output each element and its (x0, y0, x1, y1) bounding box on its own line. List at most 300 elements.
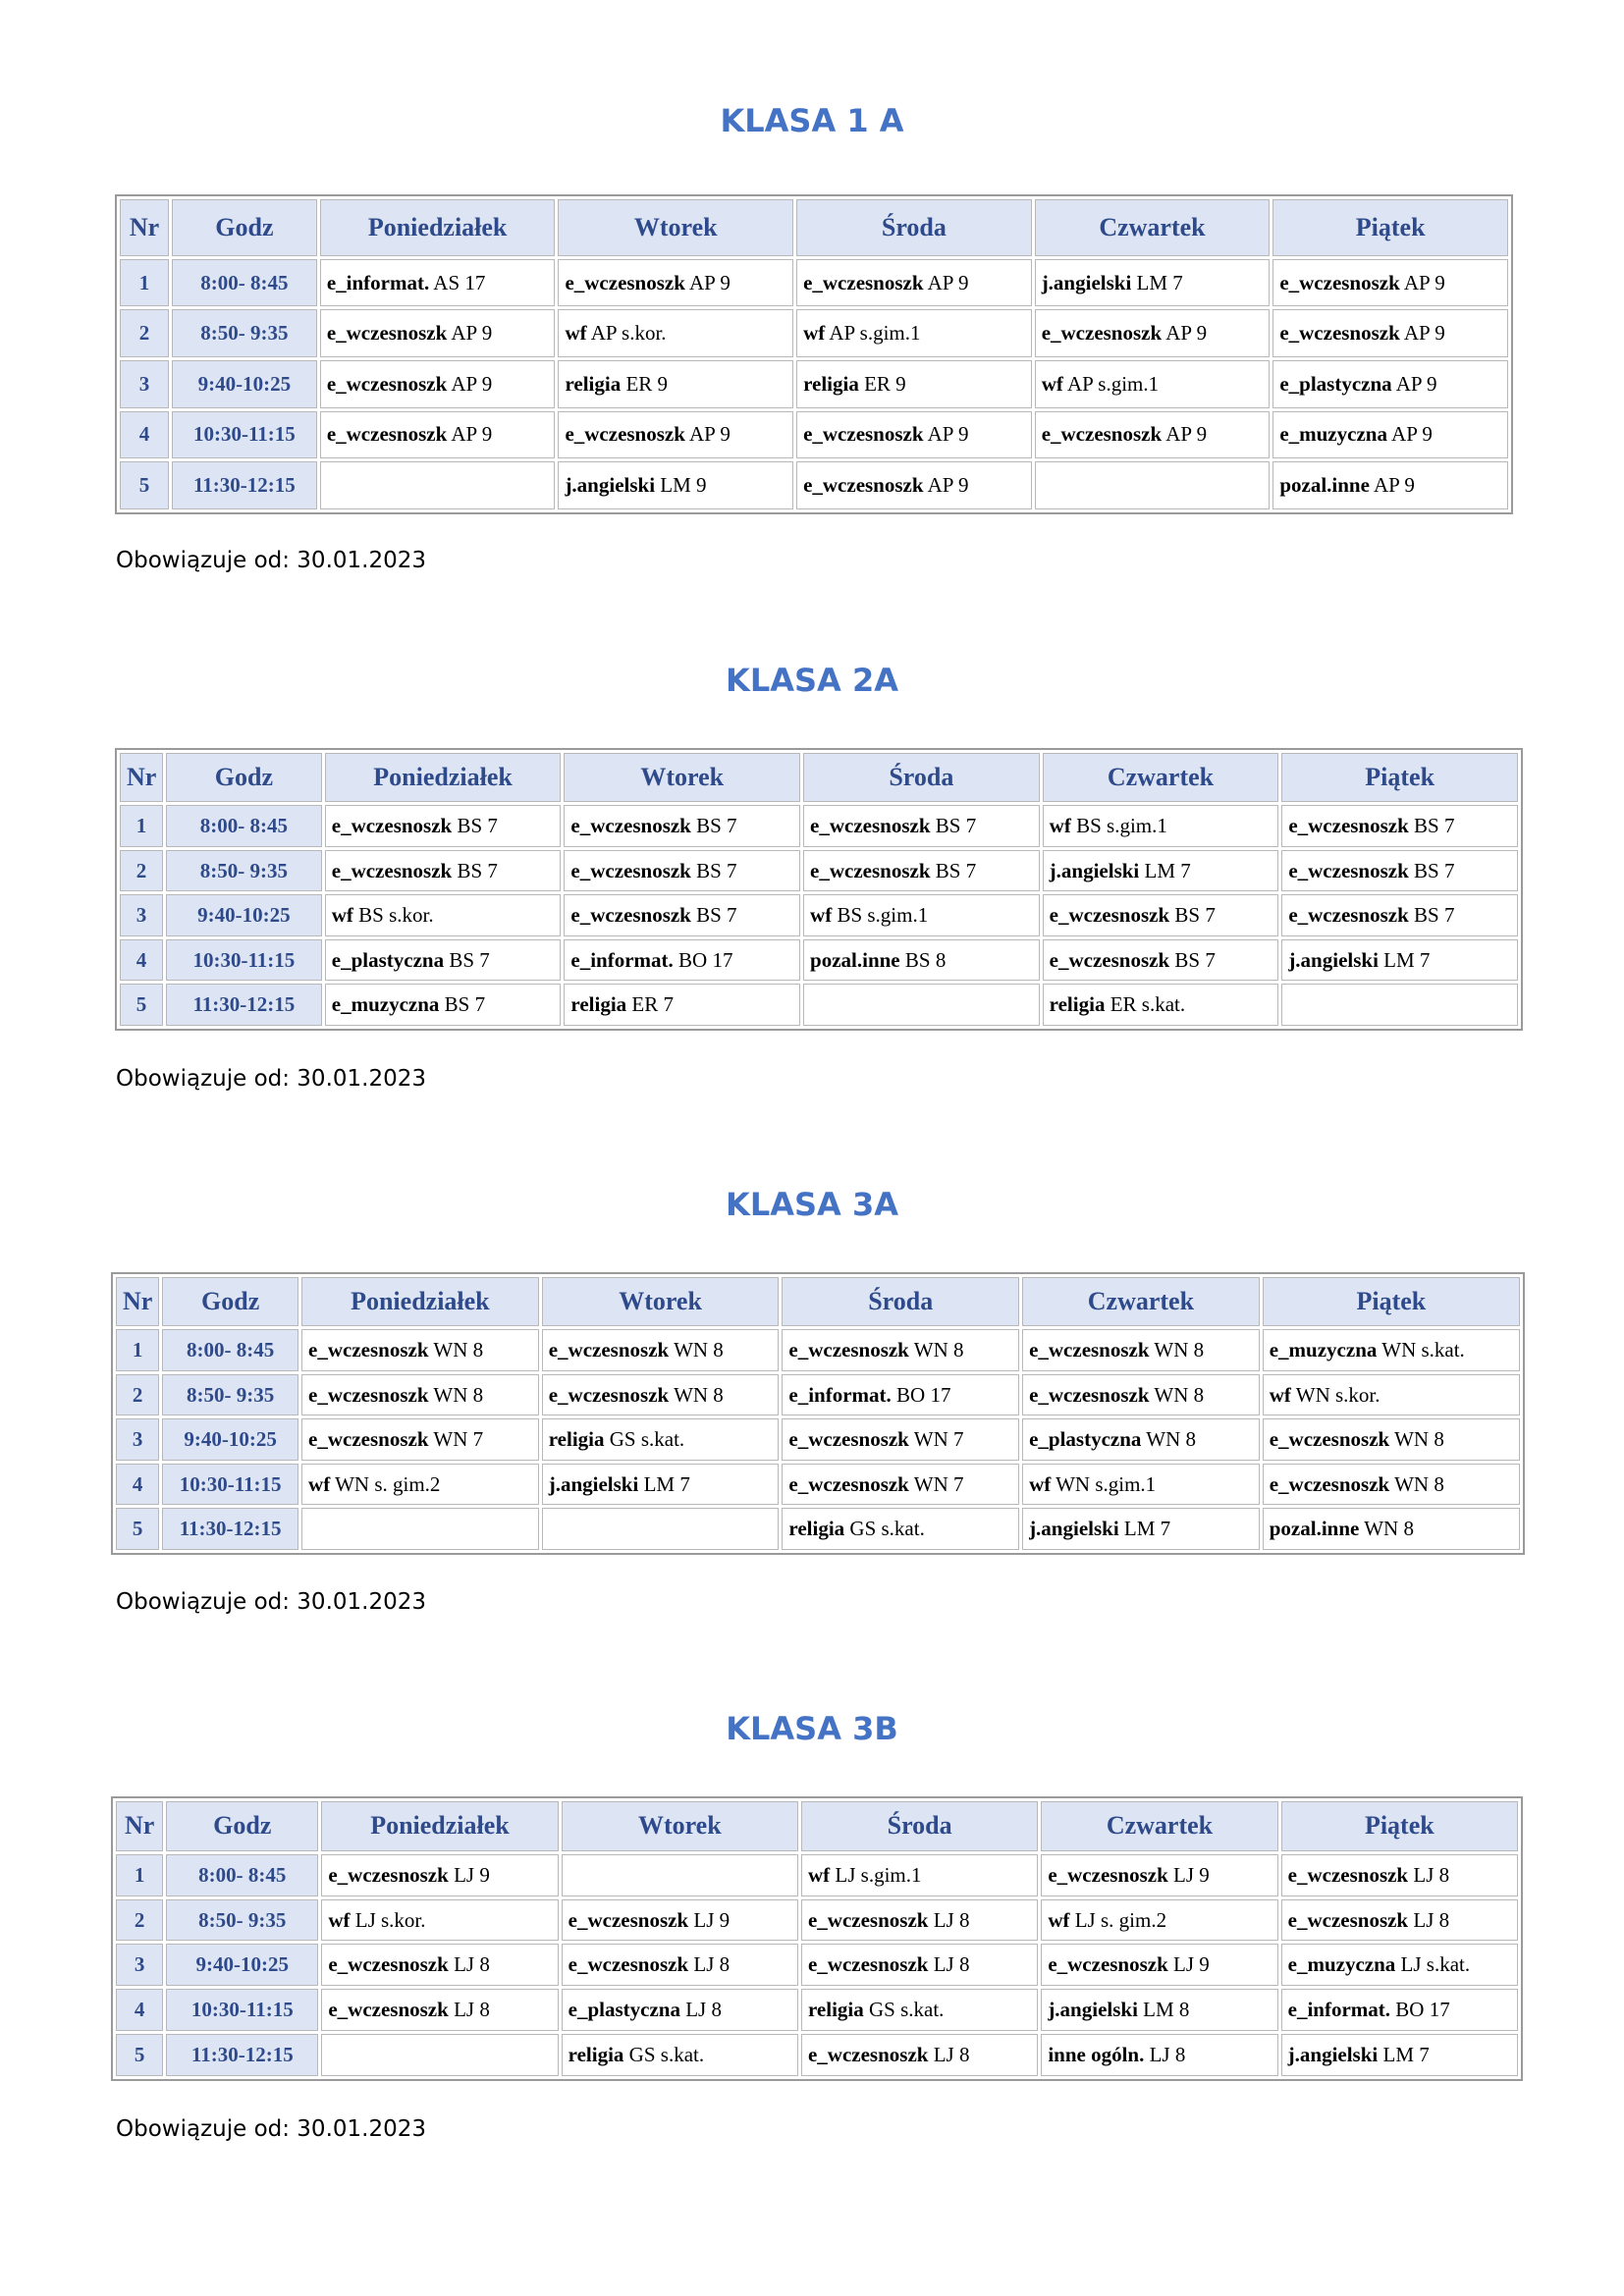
teacher-room: AP 9 (923, 473, 969, 498)
subject-name: e_wczesnoszk (807, 1907, 929, 1932)
lesson-time: 8:00- 8:45 (172, 259, 317, 307)
subject-name: e_muzyczna (1269, 1338, 1378, 1362)
table-row (116, 1899, 1518, 1942)
subject-name: e_wczesnoszk (1288, 858, 1409, 882)
table-row (120, 461, 1508, 509)
subject-name: e_wczesnoszk (1287, 1862, 1409, 1887)
subject-name: religia (788, 1517, 845, 1541)
subject-name: e_wczesnoszk (1029, 1382, 1150, 1407)
lesson-cell (562, 1854, 798, 1896)
lesson-cell (803, 939, 1040, 982)
lesson-cell (1043, 850, 1279, 892)
column-header-nr: Nr (116, 1277, 159, 1326)
header-row (116, 1277, 1520, 1326)
teacher-room: LM 7 (638, 1471, 690, 1496)
valid-from: Obowiązuje od: 30.01.2023 (116, 548, 426, 573)
lesson-cell (796, 360, 1032, 408)
teacher-room: WN 8 (1389, 1471, 1444, 1496)
column-header-day: Wtorek (558, 199, 793, 256)
timetable (115, 194, 1513, 514)
lesson-cell (301, 1464, 539, 1506)
subject-name: e_wczesnoszk (788, 1471, 909, 1496)
subject-name: e_wczesnoszk (1048, 1952, 1168, 1977)
table-row (120, 850, 1518, 892)
lesson-cell (1043, 984, 1279, 1026)
subject-name: wf (803, 321, 826, 346)
column-header-day: Poniedziałek (320, 199, 556, 256)
lesson-cell (301, 1329, 539, 1371)
subject-name: e_muzyczna (331, 992, 440, 1017)
teacher-room: ER 9 (858, 371, 906, 396)
lesson-cell (542, 1374, 780, 1416)
subject-name: e_wczesnoszk (328, 1998, 449, 2022)
lesson-cell (301, 1374, 539, 1416)
lesson-time: 11:30-12:15 (162, 1508, 298, 1550)
lesson-number: 5 (120, 984, 163, 1026)
lesson-cell (321, 1854, 558, 1896)
lesson-time: 8:50- 9:35 (162, 1374, 298, 1416)
lesson-cell (564, 850, 800, 892)
subject-name: e_informat. (788, 1382, 892, 1407)
subject-name: e_plastyczna (331, 947, 445, 972)
lesson-cell (562, 2034, 798, 2076)
subject-name: e_plastyczna (568, 1998, 680, 2022)
lesson-time: 8:00- 8:45 (166, 805, 322, 847)
lesson-cell (1022, 1329, 1260, 1371)
lesson-cell (782, 1374, 1019, 1416)
lesson-time: 11:30-12:15 (166, 984, 322, 1026)
column-header-day: Środa (801, 1801, 1038, 1851)
lesson-cell (562, 1989, 798, 2031)
subject-name: religia (1049, 992, 1106, 1017)
lesson-time: 8:00- 8:45 (166, 1854, 318, 1896)
subject-name: e_wczesnoszk (1288, 903, 1409, 928)
lesson-cell (801, 1854, 1038, 1896)
subject-name: e_wczesnoszk (1041, 321, 1163, 346)
lesson-cell (1263, 1418, 1520, 1461)
teacher-room: LJ 8 (928, 1952, 970, 1977)
teacher-room: AP 9 (1391, 371, 1437, 396)
teacher-room: ER 9 (621, 371, 669, 396)
teacher-room: AP 9 (1369, 473, 1415, 498)
lesson-cell (782, 1329, 1019, 1371)
lesson-cell (325, 805, 562, 847)
lesson-cell (796, 411, 1032, 459)
subject-name: wf (1049, 814, 1071, 838)
table-row (120, 411, 1508, 459)
teacher-room: AS 17 (429, 270, 486, 294)
lesson-number: 3 (120, 894, 163, 936)
lesson-time: 9:40-10:25 (166, 1944, 318, 1986)
column-header-day: Poniedziałek (325, 753, 562, 802)
class-title: KLASA 1 A (720, 102, 904, 139)
valid-from: Obowiązuje od: 30.01.2023 (116, 1589, 426, 1615)
teacher-room: AP 9 (1399, 270, 1445, 294)
subject-name: e_informat. (1287, 1998, 1391, 2022)
lesson-cell (801, 1989, 1038, 2031)
teacher-room: LJ 8 (928, 1907, 970, 1932)
lesson-number: 1 (120, 805, 163, 847)
column-header-day: Środa (782, 1277, 1019, 1326)
lesson-cell (796, 259, 1032, 307)
teacher-room: LM 7 (1131, 270, 1183, 294)
subject-name: e_wczesnoszk (788, 1338, 909, 1362)
lesson-cell (782, 1464, 1019, 1506)
teacher-room: LJ 8 (928, 2043, 970, 2067)
column-header-nr: Nr (120, 199, 169, 256)
subject-name: religia (568, 2043, 624, 2067)
teacher-room: LJ s.gim.1 (830, 1862, 922, 1887)
teacher-room: LJ 8 (448, 1952, 490, 1977)
table-row (116, 1329, 1520, 1371)
teacher-room: LJ 9 (1167, 1952, 1210, 1977)
subject-name: wf (1029, 1471, 1052, 1496)
teacher-room: AP 9 (1162, 422, 1208, 447)
subject-name: e_wczesnoszk (803, 422, 924, 447)
subject-name: e_wczesnoszk (328, 1862, 449, 1887)
lesson-cell (321, 1944, 558, 1986)
lesson-cell (564, 984, 800, 1026)
subject-name: e_wczesnoszk (803, 270, 924, 294)
lesson-cell (1281, 1944, 1518, 1986)
lesson-cell (558, 360, 793, 408)
lesson-number: 1 (120, 259, 169, 307)
subject-name: e_wczesnoszk (810, 858, 931, 882)
table-row (116, 1508, 1520, 1550)
lesson-number: 2 (116, 1374, 159, 1416)
lesson-cell (1041, 1899, 1277, 1942)
table-row (120, 259, 1508, 307)
lesson-cell (1281, 2034, 1518, 2076)
lesson-number: 3 (120, 360, 169, 408)
lesson-cell (1022, 1508, 1260, 1550)
subject-name: e_wczesnoszk (1269, 1471, 1390, 1496)
subject-name: pozal.inne (1279, 473, 1370, 498)
teacher-room: WN 8 (1149, 1338, 1205, 1362)
lesson-number: 4 (116, 1464, 159, 1506)
lesson-cell (1263, 1464, 1520, 1506)
table-row (116, 1854, 1518, 1896)
subject-name: e_wczesnoszk (308, 1427, 429, 1452)
teacher-room: WN 8 (428, 1382, 484, 1407)
lesson-cell (564, 805, 800, 847)
teacher-room: WN 7 (908, 1427, 964, 1452)
teacher-room: LM 9 (655, 473, 707, 498)
lesson-cell (1035, 259, 1271, 307)
lesson-cell (801, 2034, 1038, 2076)
subject-name: wf (1269, 1382, 1291, 1407)
subject-name: e_wczesnoszk (326, 422, 448, 447)
subject-name: e_plastyczna (1029, 1427, 1142, 1452)
subject-name: e_wczesnoszk (1041, 422, 1163, 447)
teacher-room: BS 7 (1169, 947, 1216, 972)
lesson-cell (1035, 411, 1271, 459)
lesson-cell (1272, 411, 1508, 459)
lesson-cell (564, 939, 800, 982)
teacher-room: WN s.kat. (1377, 1338, 1465, 1362)
subject-name: pozal.inne (1269, 1517, 1360, 1541)
lesson-time: 8:50- 9:35 (172, 309, 317, 357)
teacher-room: WN s.kor. (1290, 1382, 1380, 1407)
table-row (116, 1989, 1518, 2031)
table-row (120, 984, 1518, 1026)
teacher-room: LJ 9 (1167, 1862, 1210, 1887)
lesson-cell (796, 461, 1032, 509)
teacher-room: AP 9 (1162, 321, 1208, 346)
teacher-room: BS 7 (690, 903, 737, 928)
lesson-cell (1041, 1854, 1277, 1896)
lesson-cell (301, 1508, 539, 1550)
subject-name: e_wczesnoszk (1279, 321, 1400, 346)
column-header-godz: Godz (172, 199, 317, 256)
column-header-day: Wtorek (542, 1277, 780, 1326)
column-header-day: Czwartek (1041, 1801, 1277, 1851)
subject-name: religia (803, 371, 859, 396)
lesson-time: 9:40-10:25 (162, 1418, 298, 1461)
teacher-room: LJ 8 (688, 1952, 731, 1977)
table-row (116, 1944, 1518, 1986)
teacher-room: GS s.kat. (863, 1998, 945, 2022)
table-row (116, 1464, 1520, 1506)
column-header-day: Czwartek (1035, 199, 1271, 256)
lesson-cell (1022, 1374, 1260, 1416)
column-header-day: Piątek (1281, 1801, 1518, 1851)
teacher-room: LJ 8 (1144, 2043, 1186, 2067)
lesson-cell (1263, 1374, 1520, 1416)
lesson-cell (1041, 2034, 1277, 2076)
column-header-day: Czwartek (1022, 1277, 1260, 1326)
teacher-room: BS 7 (1169, 903, 1216, 928)
subject-name: e_wczesnoszk (326, 371, 448, 396)
lesson-cell (320, 461, 556, 509)
lesson-time: 10:30-11:15 (166, 1989, 318, 2031)
subject-name: e_wczesnoszk (331, 814, 453, 838)
subject-name: e_wczesnoszk (570, 858, 691, 882)
teacher-room: LM 7 (1378, 947, 1431, 972)
column-header-day: Piątek (1281, 753, 1518, 802)
subject-name: j.angielski (1287, 2043, 1379, 2067)
lesson-time: 10:30-11:15 (172, 411, 317, 459)
lesson-number: 3 (116, 1944, 163, 1986)
lesson-cell (1043, 939, 1279, 982)
lesson-cell (325, 894, 562, 936)
teacher-room: LM 7 (1118, 1517, 1171, 1541)
class-title: KLASA 3B (726, 1710, 898, 1747)
teacher-room: AP s.kor. (586, 321, 667, 346)
column-header-day: Poniedziałek (321, 1801, 558, 1851)
teacher-room: LM 7 (1139, 858, 1191, 882)
teacher-room: BS 7 (1408, 903, 1455, 928)
table-row (120, 805, 1518, 847)
lesson-cell (796, 309, 1032, 357)
lesson-number: 3 (116, 1418, 159, 1461)
teacher-room: WN 8 (1389, 1427, 1444, 1452)
teacher-room: AP 9 (684, 422, 731, 447)
lesson-cell (1043, 894, 1279, 936)
lesson-cell (1263, 1329, 1520, 1371)
lesson-number: 1 (116, 1329, 159, 1371)
lesson-cell (1272, 461, 1508, 509)
lesson-cell (564, 894, 800, 936)
lesson-cell (1281, 1854, 1518, 1896)
subject-name: j.angielski (1041, 270, 1132, 294)
teacher-room: LJ 9 (688, 1907, 731, 1932)
lesson-time: 8:50- 9:35 (166, 1899, 318, 1942)
subject-name: religia (570, 992, 627, 1017)
subject-name: e_wczesnoszk (810, 814, 931, 838)
column-header-day: Piątek (1272, 199, 1508, 256)
subject-name: e_plastyczna (1279, 371, 1392, 396)
lesson-cell (320, 309, 556, 357)
teacher-room: AP 9 (923, 270, 969, 294)
lesson-cell (325, 984, 562, 1026)
teacher-room: WN s.gim.1 (1051, 1471, 1157, 1496)
lesson-number: 5 (120, 461, 169, 509)
lesson-number: 2 (116, 1899, 163, 1942)
teacher-room: BS 7 (1408, 858, 1455, 882)
subject-name: e_wczesnoszk (1269, 1427, 1390, 1452)
lesson-cell (782, 1508, 1019, 1550)
subject-name: wf (565, 321, 587, 346)
teacher-room: AP 9 (684, 270, 731, 294)
lesson-time: 8:00- 8:45 (162, 1329, 298, 1371)
teacher-room: LJ 9 (448, 1862, 490, 1887)
lesson-time: 10:30-11:15 (162, 1464, 298, 1506)
subject-name: e_wczesnoszk (568, 1907, 689, 1932)
subject-name: e_wczesnoszk (803, 473, 924, 498)
teacher-room: BS 8 (899, 947, 947, 972)
lesson-cell (1022, 1418, 1260, 1461)
teacher-room: AP 9 (447, 371, 493, 396)
subject-name: wf (810, 903, 833, 928)
lesson-cell (542, 1418, 780, 1461)
teacher-room: WN 8 (1141, 1427, 1196, 1452)
lesson-cell (1041, 1989, 1277, 2031)
lesson-time: 11:30-12:15 (172, 461, 317, 509)
subject-name: j.angielski (1029, 1517, 1119, 1541)
subject-name: e_wczesnoszk (1049, 903, 1170, 928)
lesson-number: 4 (116, 1989, 163, 2031)
subject-name: e_wczesnoszk (565, 270, 685, 294)
lesson-number: 5 (116, 1508, 159, 1550)
lesson-cell (1272, 309, 1508, 357)
lesson-cell (320, 411, 556, 459)
teacher-room: BS 7 (452, 858, 498, 882)
teacher-room: AP 9 (923, 422, 969, 447)
lesson-cell (542, 1329, 780, 1371)
subject-name: e_wczesnoszk (807, 2043, 929, 2067)
timetable (115, 748, 1523, 1031)
teacher-room: WN 8 (669, 1338, 724, 1362)
teacher-room: BS 7 (452, 814, 498, 838)
timetable (111, 1272, 1525, 1555)
teacher-room: BO 17 (1390, 1998, 1450, 2022)
teacher-room: AP s.gim.1 (1062, 371, 1160, 396)
subject-name: e_wczesnoszk (1048, 1862, 1168, 1887)
subject-name: e_wczesnoszk (1029, 1338, 1150, 1362)
lesson-cell (1281, 894, 1518, 936)
subject-name: e_wczesnoszk (1279, 270, 1400, 294)
lesson-cell (321, 1899, 558, 1942)
subject-name: e_wczesnoszk (807, 1952, 929, 1977)
table-row (120, 360, 1508, 408)
column-header-day: Poniedziałek (301, 1277, 539, 1326)
teacher-room: LJ 8 (448, 1998, 490, 2022)
teacher-room: LJ s.kor. (350, 1907, 426, 1932)
subject-name: religia (565, 371, 622, 396)
table-row (116, 1374, 1520, 1416)
lesson-cell (1022, 1464, 1260, 1506)
subject-name: wf (807, 1862, 831, 1887)
lesson-cell (1041, 1944, 1277, 1986)
lesson-cell (1281, 805, 1518, 847)
subject-name: e_wczesnoszk (308, 1338, 429, 1362)
lesson-cell (1281, 850, 1518, 892)
lesson-cell (1043, 805, 1279, 847)
lesson-time: 10:30-11:15 (166, 939, 322, 982)
subject-name: e_wczesnoszk (788, 1427, 909, 1452)
teacher-room: BS 7 (690, 858, 737, 882)
subject-name: wf (331, 903, 353, 928)
lesson-cell (803, 805, 1040, 847)
table-row (120, 309, 1508, 357)
lesson-cell (325, 939, 562, 982)
subject-name: wf (328, 1907, 351, 1932)
table-row (116, 1418, 1520, 1461)
subject-name: e_wczesnoszk (570, 903, 691, 928)
teacher-room: BO 17 (673, 947, 733, 972)
teacher-room: BS 7 (444, 947, 490, 972)
teacher-room: AP 9 (1386, 422, 1433, 447)
teacher-room: WN 8 (1359, 1517, 1414, 1541)
column-header-day: Środa (796, 199, 1032, 256)
lesson-cell (1035, 461, 1271, 509)
subject-name: pozal.inne (810, 947, 900, 972)
subject-name: wf (1048, 1907, 1070, 1932)
subject-name: religia (807, 1998, 864, 2022)
teacher-room: AP 9 (447, 321, 493, 346)
teacher-room: LJ 8 (679, 1998, 722, 2022)
column-header-nr: Nr (116, 1801, 163, 1851)
subject-name: e_wczesnoszk (1288, 814, 1409, 838)
subject-name: e_wczesnoszk (548, 1338, 670, 1362)
subject-name: e_wczesnoszk (565, 422, 685, 447)
lesson-number: 4 (120, 411, 169, 459)
lesson-cell (1281, 939, 1518, 982)
subject-name: e_wczesnoszk (308, 1382, 429, 1407)
lesson-cell (803, 850, 1040, 892)
valid-from: Obowiązuje od: 30.01.2023 (116, 1066, 426, 1092)
teacher-room: LJ s. gim.2 (1069, 1907, 1167, 1932)
teacher-room: BO 17 (891, 1382, 951, 1407)
teacher-room: WN 8 (1149, 1382, 1205, 1407)
lesson-cell (1281, 1899, 1518, 1942)
lesson-cell (562, 1899, 798, 1942)
lesson-cell (1263, 1508, 1520, 1550)
subject-name: e_wczesnoszk (1287, 1907, 1409, 1932)
column-header-godz: Godz (166, 753, 322, 802)
lesson-cell (558, 309, 793, 357)
teacher-room: BS s.kor. (352, 903, 434, 928)
subject-name: e_wczesnoszk (328, 1952, 449, 1977)
teacher-room: GS s.kat. (623, 2043, 705, 2067)
column-header-day: Czwartek (1043, 753, 1279, 802)
lesson-cell (803, 984, 1040, 1026)
subject-name: e_muzyczna (1287, 1952, 1396, 1977)
teacher-room: WN s. gim.2 (330, 1471, 441, 1496)
subject-name: wf (308, 1471, 331, 1496)
lesson-number: 1 (116, 1854, 163, 1896)
